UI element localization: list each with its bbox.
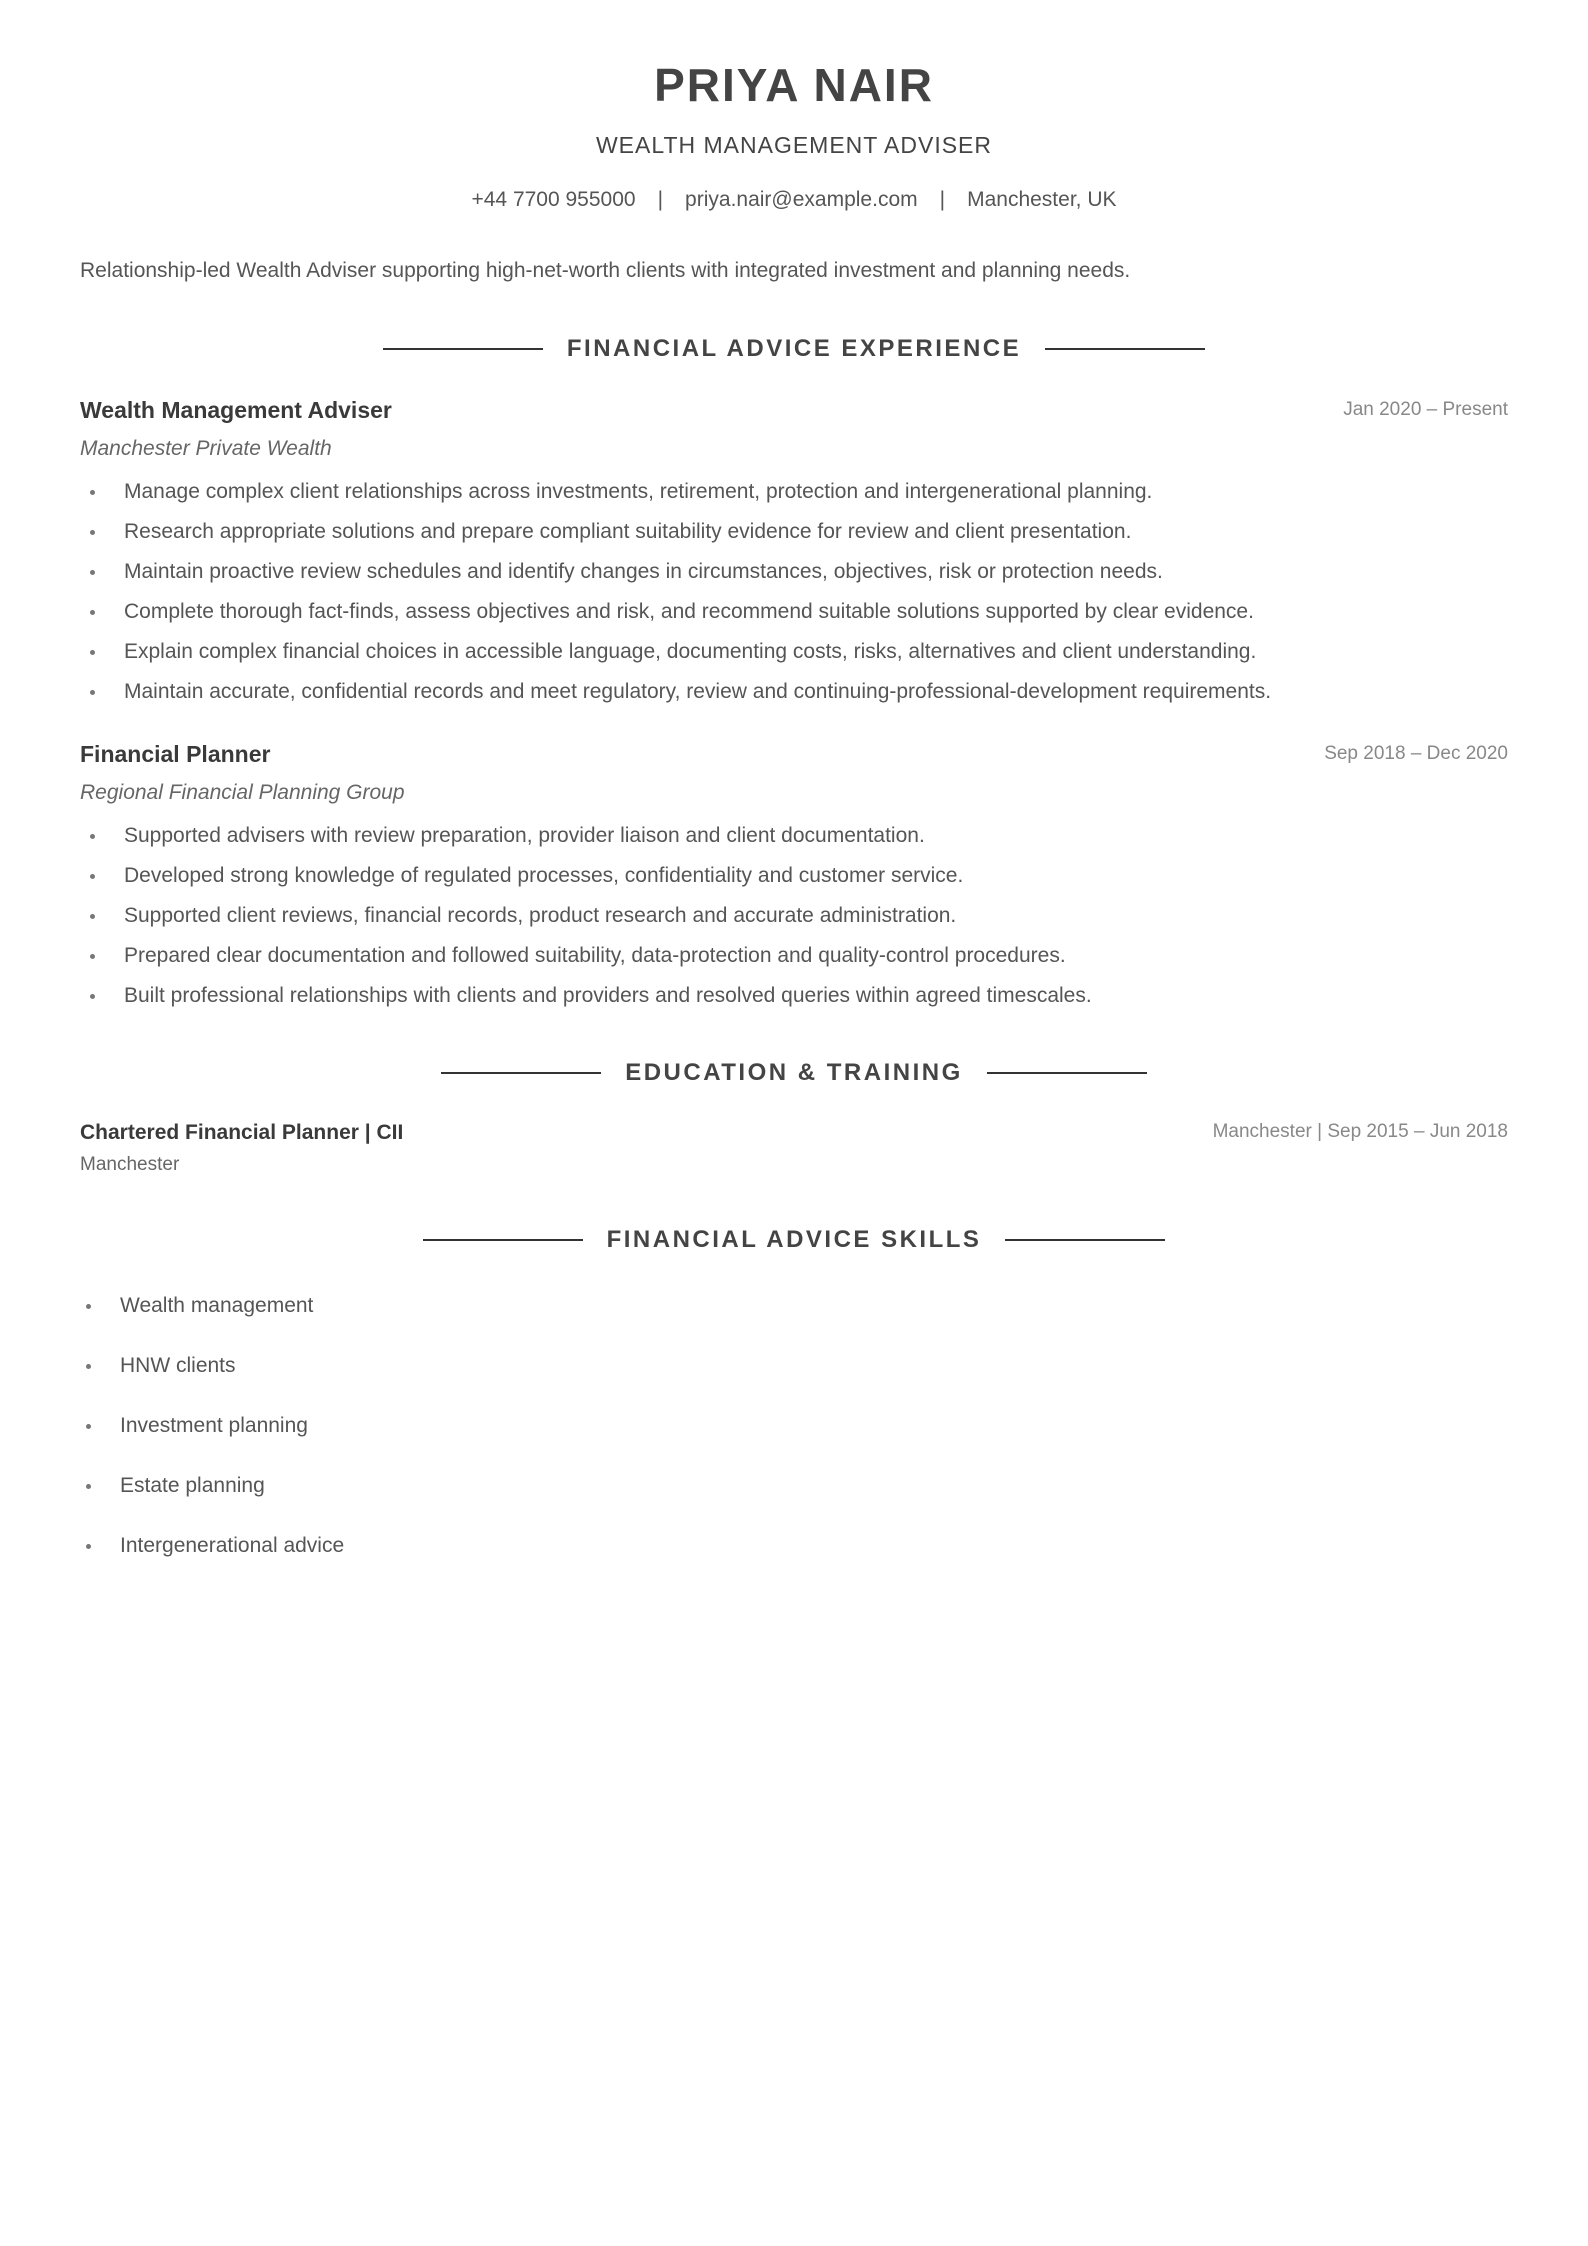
job-title: Financial Planner (80, 741, 271, 767)
heading-rule-right (1005, 1239, 1165, 1241)
qualification-location: Manchester (80, 1154, 180, 1175)
job-bullet-list (80, 477, 1271, 717)
job-bullet: Developed strong knowledge of regulated processes, confidentiality and customer service. (80, 861, 1092, 901)
contact-separator: | (939, 188, 946, 211)
skill-item: Estate planning (80, 1471, 344, 1531)
job-dates: Jan 2020 – Present (1343, 399, 1508, 420)
skills-list (80, 1291, 344, 1591)
skills-heading-label: FINANCIAL ADVICE SKILLS (606, 1226, 982, 1253)
experience-heading-label: FINANCIAL ADVICE EXPERIENCE (566, 335, 1022, 362)
job-bullet: Complete thorough fact-finds, assess objectives and risk, and recommend suitable solutions supported by clear evidence. (80, 597, 1271, 637)
contact-line (80, 188, 1508, 212)
candidate-name: PRIYA NAIR (654, 59, 934, 111)
job-dates: Sep 2018 – Dec 2020 (1324, 743, 1508, 764)
contact-separator: | (657, 188, 664, 211)
location: Manchester, UK (967, 188, 1117, 211)
job-bullet: Maintain proactive review schedules and identify changes in circumstances, objectives, risk or protection needs. (80, 557, 1271, 597)
job-bullet: Explain complex financial choices in accessible language, documenting costs, risks, alternatives and client understanding. (80, 637, 1271, 677)
heading-rule-left (423, 1239, 583, 1241)
skill-item: Investment planning (80, 1411, 344, 1471)
heading-rule-right (987, 1072, 1147, 1074)
skill-item: HNW clients (80, 1351, 344, 1411)
email-address: priya.nair@example.com (685, 188, 918, 211)
resume-page (80, 0, 1508, 2246)
education-heading-label: EDUCATION & TRAINING (625, 1059, 963, 1086)
candidate-title: WEALTH MANAGEMENT ADVISER (595, 132, 993, 158)
job-bullet: Supported client reviews, financial records, product research and accurate administration. (80, 901, 1092, 941)
qualification-place-dates: Manchester | Sep 2015 – Jun 2018 (1212, 1121, 1508, 1142)
job-bullet: Built professional relationships with clients and providers and resolved queries within agreed timescales. (80, 981, 1092, 1021)
heading-rule-left (441, 1072, 601, 1074)
job-bullet: Manage complex client relationships across investments, retirement, protection and intergenerational planning. (80, 477, 1271, 517)
experience-section-heading (80, 335, 1508, 363)
qualification-title: Chartered Financial Planner | CII (80, 1121, 404, 1144)
phone-number: +44 7700 955000 (471, 188, 636, 211)
job-bullet: Research appropriate solutions and prepare compliant suitability evidence for review and client presentation. (80, 517, 1271, 557)
job-bullet: Supported advisers with review preparation, provider liaison and client documentation. (80, 821, 1092, 861)
job-bullet-list (80, 821, 1092, 1021)
company-name: Manchester Private Wealth (80, 437, 332, 460)
company-name: Regional Financial Planning Group (80, 781, 405, 804)
heading-rule-right (1045, 348, 1205, 350)
job-bullet: Prepared clear documentation and followed suitability, data-protection and quality-control procedures. (80, 941, 1092, 981)
skill-item: Wealth management (80, 1291, 344, 1351)
skills-section-heading (80, 1226, 1508, 1254)
job-bullet: Maintain accurate, confidential records and meet regulatory, review and continuing-professional-development requirements. (80, 677, 1271, 717)
skill-item: Intergenerational advice (80, 1531, 344, 1591)
education-section-heading (80, 1059, 1508, 1087)
heading-rule-left (383, 348, 543, 350)
profile-summary: Relationship-led Wealth Adviser supporting high-net-worth clients with integrated investment and planning needs. (80, 259, 1131, 282)
job-title: Wealth Management Adviser (80, 397, 392, 423)
